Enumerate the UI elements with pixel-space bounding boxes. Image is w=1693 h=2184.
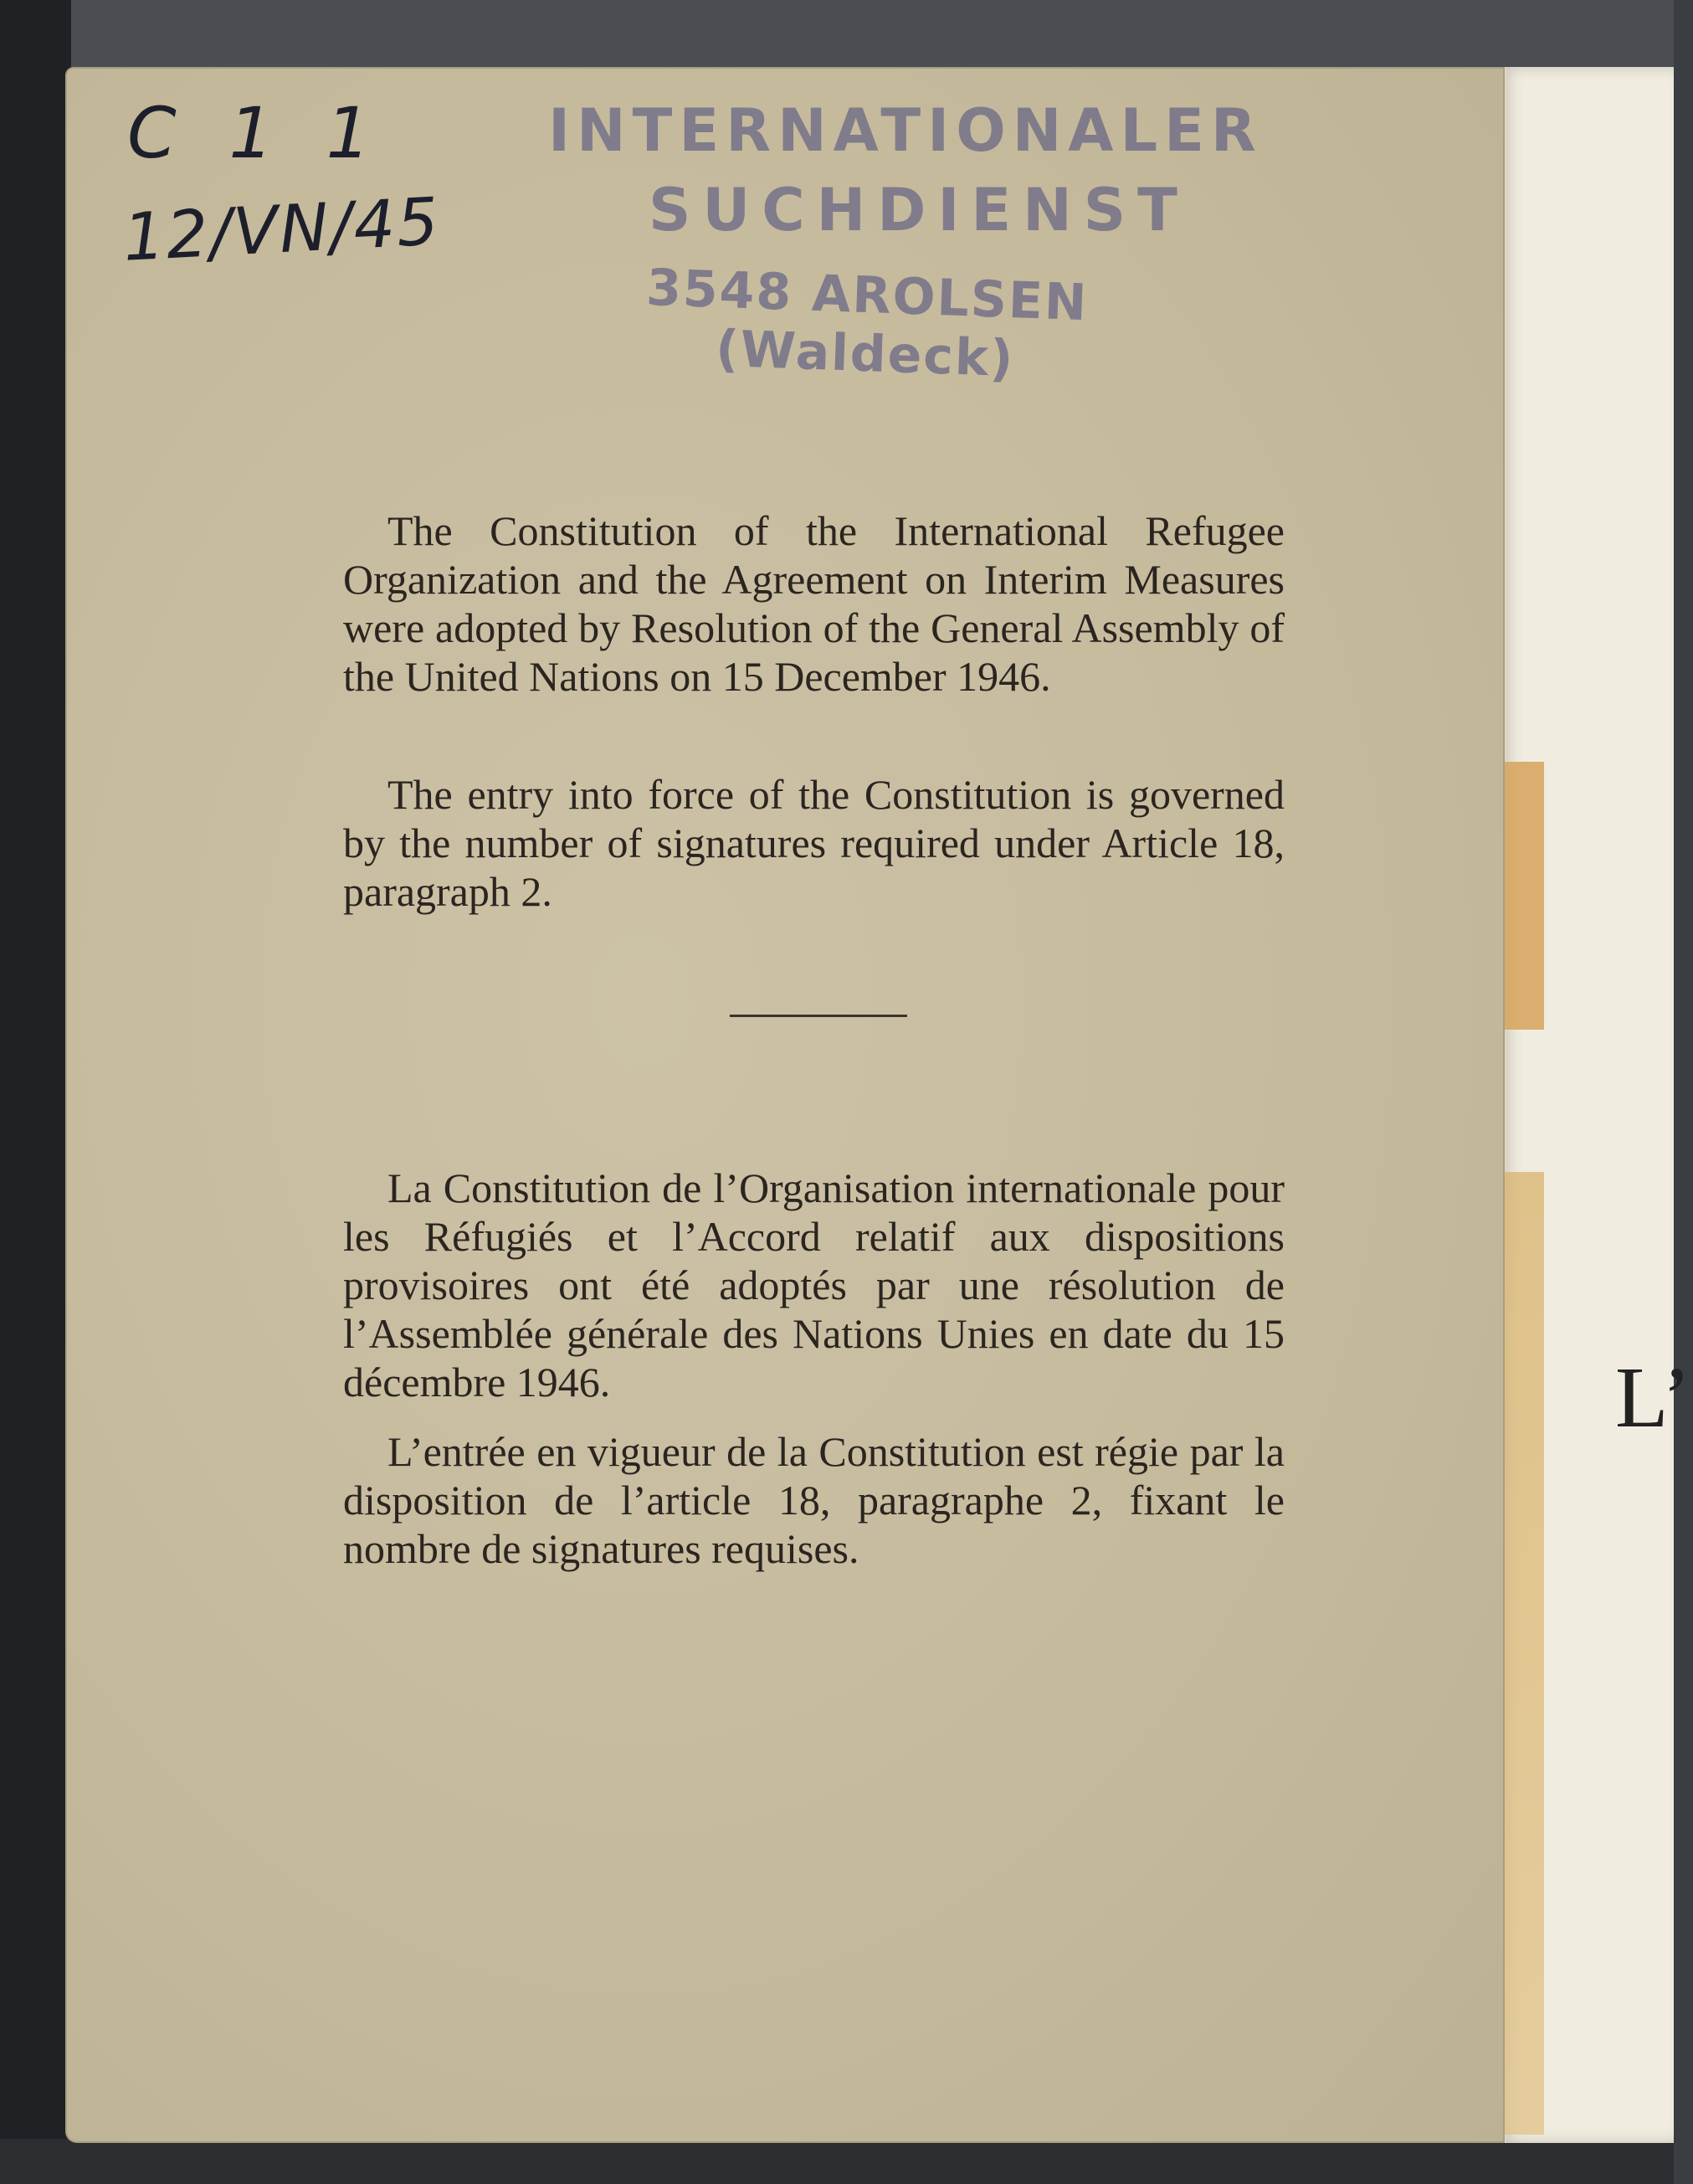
spine-tape-lower — [1502, 1172, 1544, 2135]
french-paragraph-2: L’entrée en vigueur de la Constitution est régie par la disposition de l’article 18, paragraphe 2, fixant le nombre de signatures requises. — [343, 1428, 1285, 1572]
spine-tape — [1502, 762, 1544, 1030]
english-paragraph-2: The entry into force of the Constitution is governed by the number of signatures required under Article 18, paragraph 2. — [343, 771, 1285, 915]
stamp-line-1: INTERNATIONALER — [548, 96, 1263, 165]
scan-background-top — [0, 0, 1674, 71]
scan-background-bottom — [0, 2139, 1674, 2184]
scan-background-left — [0, 0, 71, 2184]
stamp-line-2: SUCHDIENST — [649, 176, 1189, 244]
handwritten-reference-1: C 1 1 — [127, 92, 386, 174]
section-divider — [730, 1015, 907, 1017]
facing-page-text: L’ — [1615, 1349, 1693, 1446]
stamp-line-3: 3548 AROLSEN (Waldeck) — [645, 258, 1090, 389]
english-paragraph-1: The Constitution of the International Refugee Organization and the Agreement on Interim Measures were adopted by Resolution of the General Assembly of the United Nations on 15 December 1946. — [343, 507, 1285, 700]
french-paragraph-1: La Constitution de l’Organisation internationale pour les Réfugiés et l’Accord relatif aux dispositions provisoires ont été adoptés par une résolution de l’Assemblée générale des Nations Unies en date du 15 décembre 1946. — [343, 1164, 1285, 1405]
handwritten-reference-2: 12/VN/45 — [121, 184, 442, 276]
